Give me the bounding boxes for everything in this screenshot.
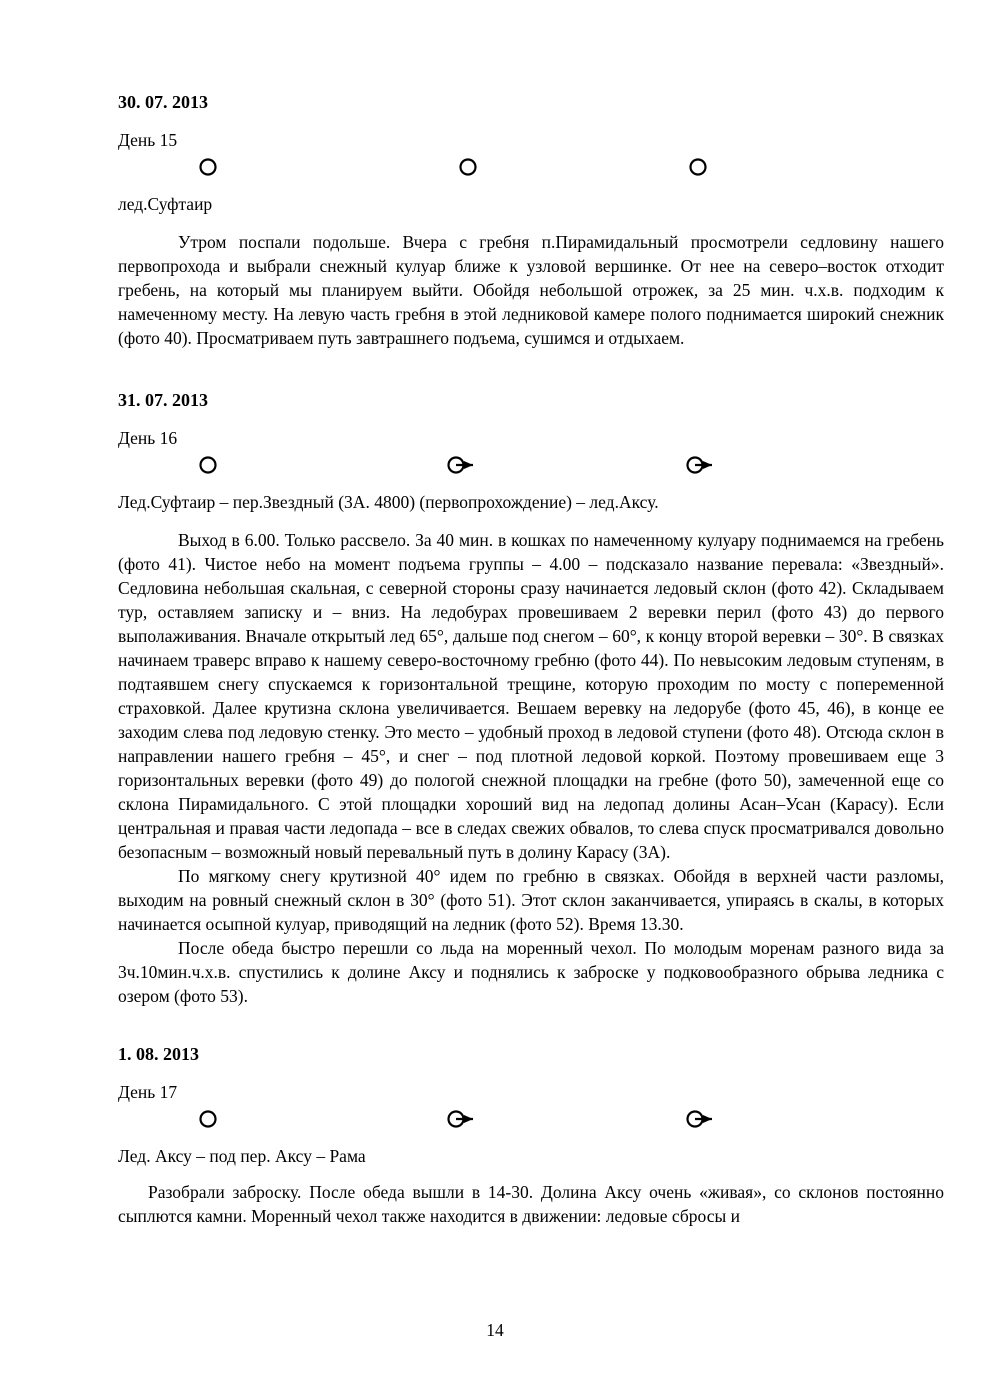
arrow-circle-icon [685, 1109, 715, 1129]
arrow-circle-icon [446, 455, 476, 475]
circle-icon [198, 1109, 218, 1129]
circle-icon [198, 157, 218, 177]
entry-route: Лед. Аксу – под пер. Аксу – Рама [118, 1146, 366, 1166]
weather-icons [118, 154, 944, 188]
weather-icons [118, 452, 944, 486]
page-body [118, 90, 944, 1228]
diary-entry [118, 90, 944, 350]
weather-icons [118, 1106, 944, 1140]
arrow-circle-icon [446, 1109, 476, 1129]
entry-date: 30. 07. 2013 [118, 92, 208, 112]
entry-route: Лед.Суфтаир – пер.Звездный (3А. 4800) (первопрохождение) – лед.Аксу. [118, 492, 659, 512]
circle-icon [198, 455, 218, 475]
entry-paragraph: По мягкому снегу крутизной 40° идем по гребню в связках. Обойдя в верхней части разломы, выходим на ровный снежный склон в 30° (фото 51). Этот склон заканчивается, упираясь в скалы, в которых начинается осыпной кулуар, приводящий на ледник (фото 52). Время 13.30. [118, 866, 944, 934]
diary-entry [118, 1042, 944, 1228]
entry-paragraph: После обеда быстро перешли со льда на моренный чехол. По молодым моренам разного вида за 3ч.10мин.ч.х.в. спустились к долине Аксу и поднялись к заброске у подковообразного обрыва ледника с озером (фото 53). [118, 938, 944, 1006]
entry-day: День 17 [118, 1082, 178, 1102]
entry-day: День 15 [118, 130, 178, 150]
arrow-circle-icon [685, 455, 715, 475]
entry-route: лед.Суфтаир [118, 194, 213, 214]
entry-paragraph: Разобрали заброску. После обеда вышли в 14-30. Долина Аксу очень «живая», со склонов постоянно сыплются камни. Моренный чехол также находится в движении: ледовые сбросы и [118, 1182, 944, 1226]
entry-date: 1. 08. 2013 [118, 1044, 199, 1064]
circle-icon [458, 157, 478, 177]
page-number: 14 [486, 1320, 504, 1340]
entry-date: 31. 07. 2013 [118, 390, 208, 410]
diary-entry [118, 388, 944, 1008]
circle-icon [688, 157, 708, 177]
entry-paragraph: Выход в 6.00. Только рассвело. За 40 мин. в кошках по намеченному кулуару поднимаемся на гребень (фото 41). Чистое небо на момент подъема группы – 4.00 – подсказало название перевала: «Звездный». Седловина небольшая скальная, с северной стороны сразу начинается ледовый склон (фото 42). Складываем тур, оставляем записку и – вниз. На ледобурах провешиваем 2 веревки перил (фото 43) до первого выполаживания. Вначале открытый лед 65°, дальше под снегом – 60°, к концу второй веревки – 30°. В связках начинаем траверс вправо к нашему северо-восточному гребню (фото 44). По невысоким ледовым ступеням, в подтаявшем снегу спускаемся к горизонтальной трещине, которую проходим по мосту с попеременной страховкой. Далее крутизна склона увеличивается. Вешаем веревку на ледорубе (фото 45, 46), в конце ее заходим слева под ледовую стенку. Это место – удобный проход в ледовой ступени (фото 48). Отсюда склон в направлении нашего гребня – 45°, и снег – под плотной ледовой коркой. Поэтому провешиваем еще 3 горизонтальных веревки (фото 49) до пологой снежной площадки на гребне (фото 50), замеченной еще со склона Пирамидального. С этой площадки хороший вид на ледопад долины Асан–Усан (Карасу). Если центральная и правая части ледопада – все в следах свежих обвалов, то слева спуск просматривался довольно безопасным – возможный новый перевальный путь в долину Карасу (3А). [118, 530, 944, 862]
entry-paragraph: Утром поспали подольше. Вчера с гребня п.Пирамидальный просмотрели седловину нашего первопрохода и выбрали снежный кулуар ближе к узловой вершинке. От нее на северо–восток отходит гребень, на который мы планируем выйти. Обойдя небольшой отрожек, за 25 мин. ч.х.в. подходим к намеченному месту. На левую часть гребня в этой ледниковой камере полого поднимается широкий снежник (фото 40). Просматриваем путь завтрашнего подъема, сушимся и отдыхаем. [118, 232, 944, 348]
entry-day: День 16 [118, 428, 178, 448]
